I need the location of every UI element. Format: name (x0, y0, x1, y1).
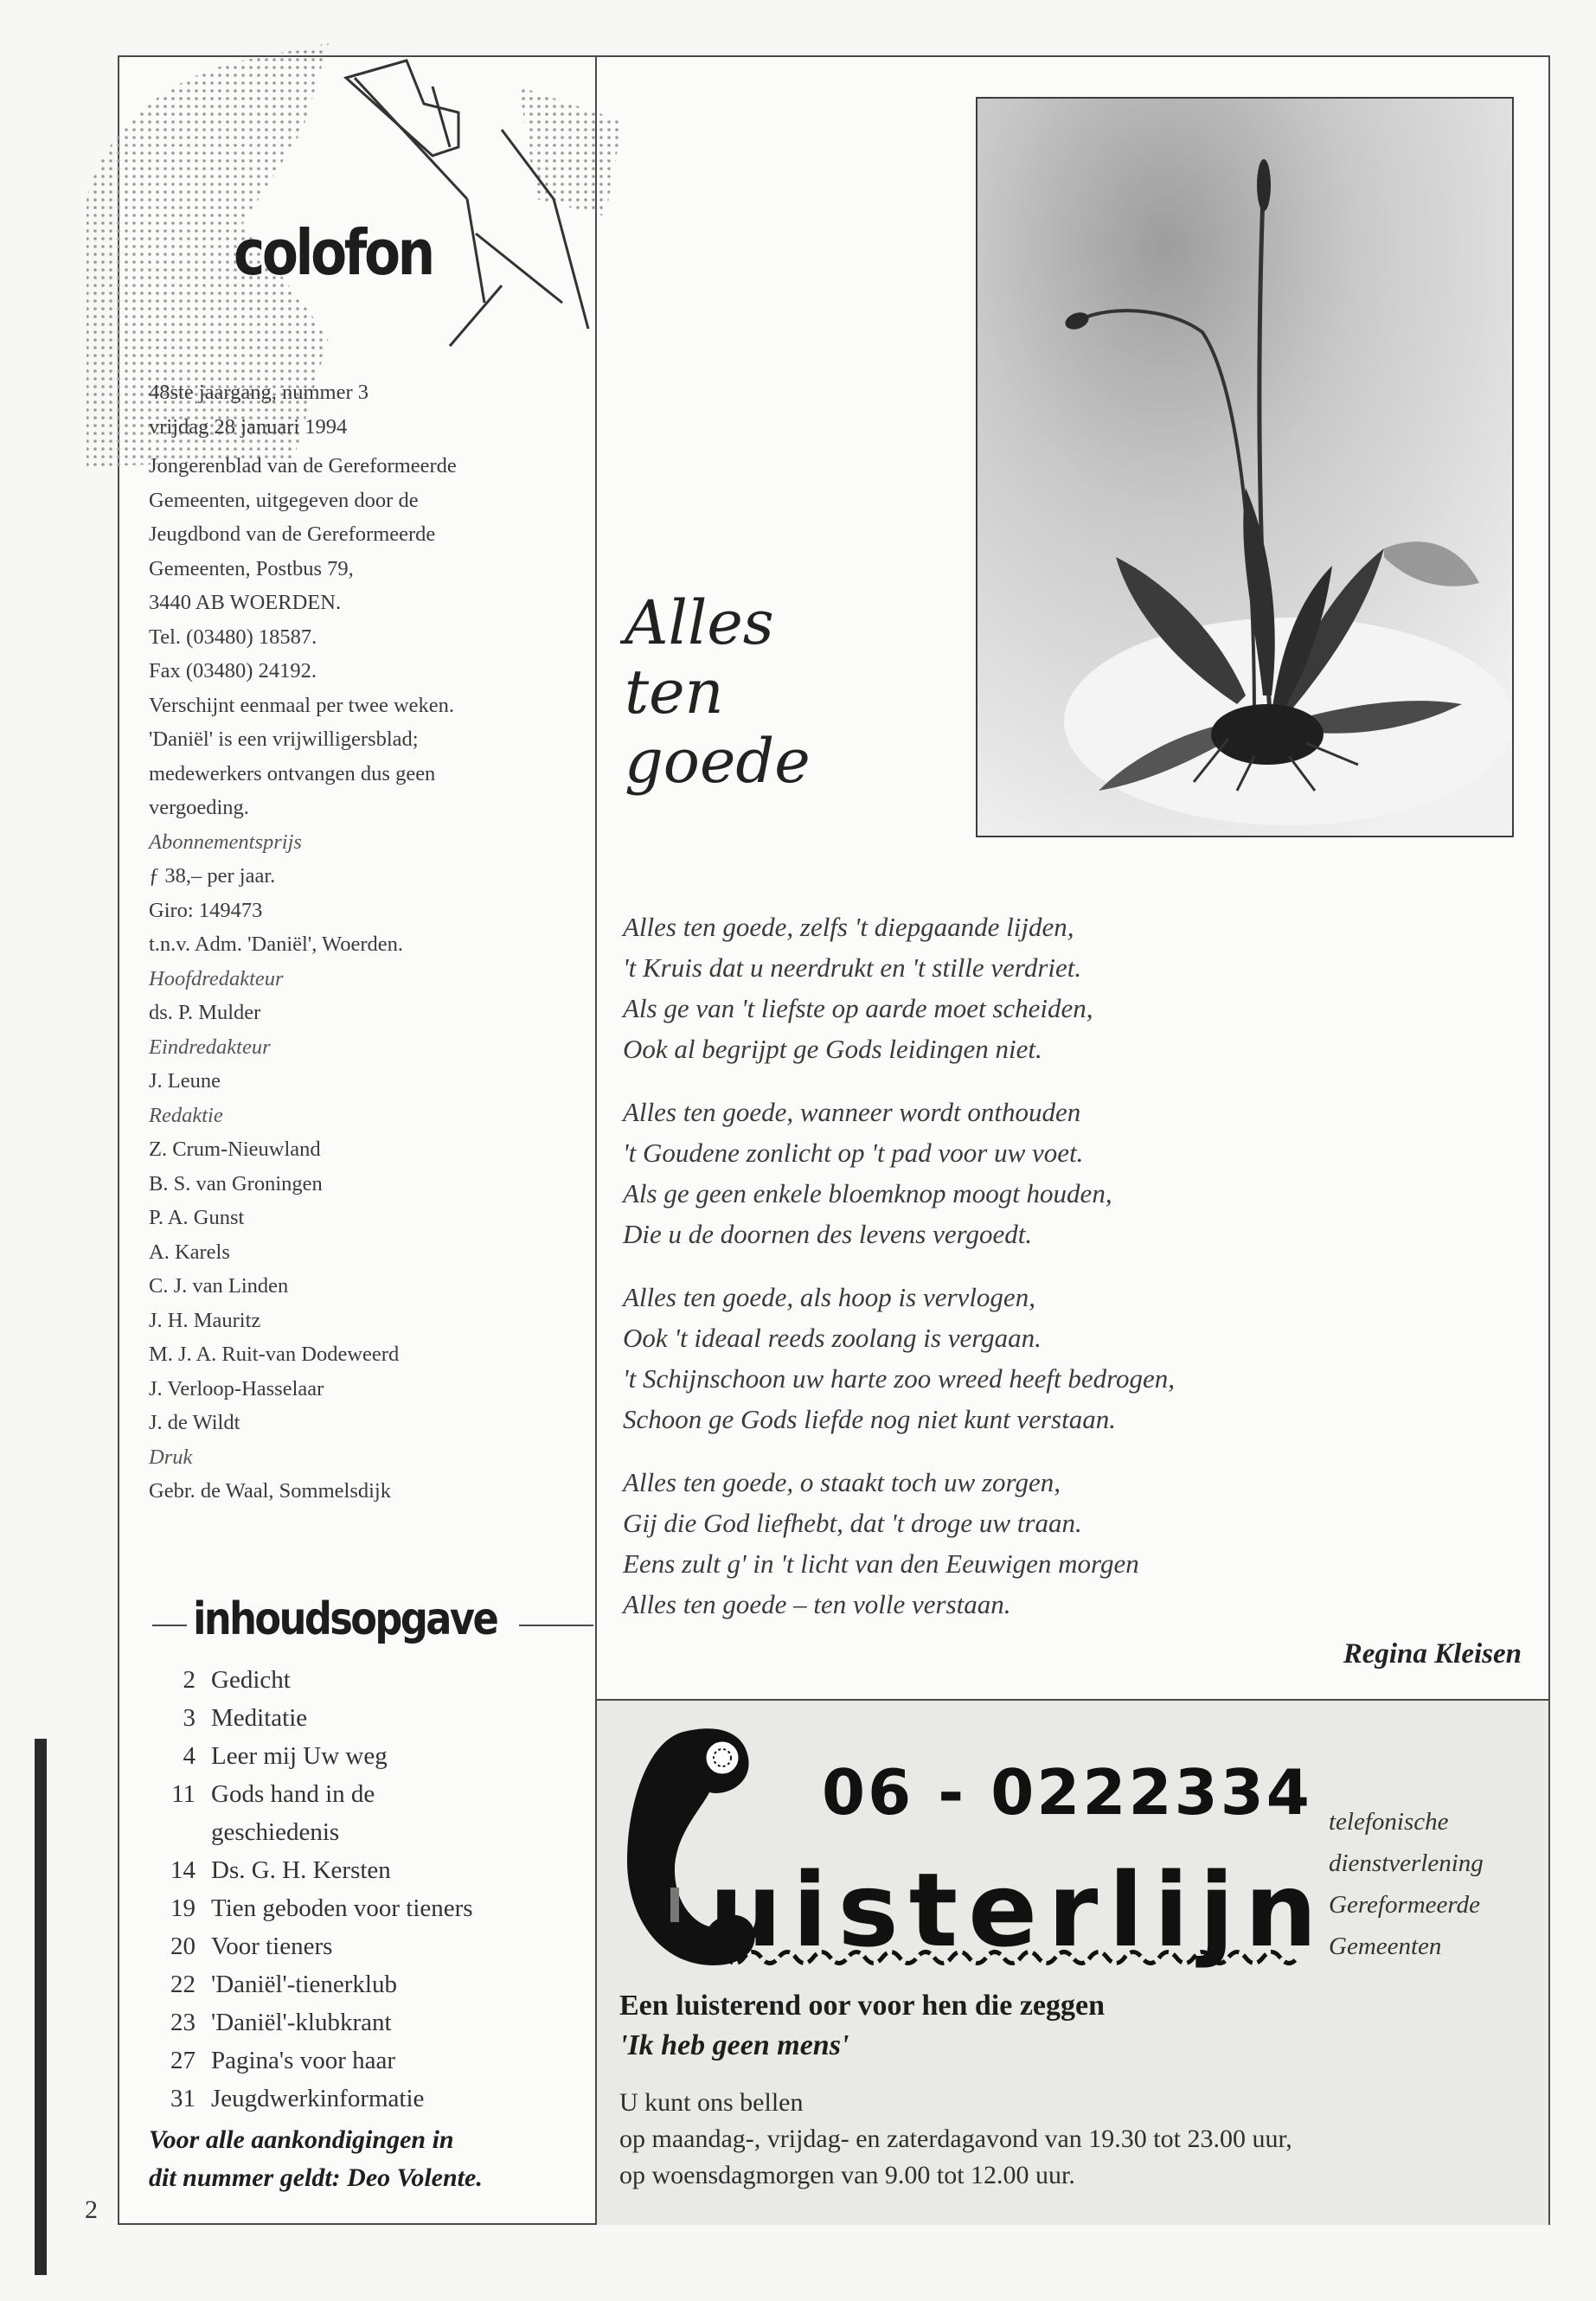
description-line: Tel. (03480) 18587. (149, 625, 317, 649)
toc-item[interactable] (156, 1851, 588, 1889)
poem-line: Alles ten goede, wanneer wordt onthouden (623, 1097, 1081, 1127)
redaktie-member: J. Verloop-Hasselaar (149, 1376, 324, 1400)
toc-heading: inhoudsopgave (189, 1593, 501, 1645)
redaktie-member: M. J. A. Ruit-van Dodeweerd (149, 1343, 400, 1366)
poem-stanza (623, 1092, 1540, 1254)
eindredakteur-label: Eindredakteur (149, 1035, 271, 1059)
poem-line: Gij die God liefhebt, dat 't droge uw traan. (623, 1508, 1082, 1538)
table-of-contents (156, 1661, 588, 2118)
service-line: telefonische (1329, 1808, 1449, 1836)
date-line: vrijdag 28 januari 1994 (149, 414, 348, 439)
abonnement-line: t.n.v. Adm. 'Daniël', Woerden. (149, 933, 403, 956)
poem-line: Alles ten goede, zelfs 't diepgaande lijden, (623, 912, 1074, 942)
redaktie-member: P. A. Gunst (149, 1206, 245, 1229)
hoofdredakteur-label: Hoofdredakteur (149, 966, 284, 990)
toc-item[interactable] (156, 1889, 588, 1927)
redaktie-member: C. J. van Linden (149, 1274, 289, 1298)
poem-line: 't Schijnschoon uw harte zoo wreed heeft bedrogen, (623, 1363, 1176, 1394)
toc-rule-left (152, 1625, 187, 1626)
toc-page: 3 (183, 1704, 195, 1732)
redaktie-member: B. S. van Groningen (149, 1171, 323, 1195)
service-line: Gemeenten (1329, 1932, 1442, 1960)
abonnement-line: ƒ 38,– per jaar. (149, 864, 276, 888)
poem-title-line: ten (625, 657, 724, 727)
deo-volente-note (149, 2121, 581, 2197)
poem-title-line: Alles (625, 587, 774, 658)
poem-line: Ook 't ideaal reeds zoolang is vergaan. (623, 1323, 1042, 1353)
poem-author: Regina Kleisen (1343, 1638, 1522, 1670)
druk-label: Druk (149, 1445, 193, 1469)
poem-line: Alles ten goede – ten volle verstaan. (623, 1589, 1011, 1619)
toc-title-text: 'Daniël'-tienerklub (211, 1971, 397, 1998)
phone-cord-decoration (709, 1946, 1298, 1969)
description-line: Gemeenten, Postbus 79, (149, 556, 354, 580)
deo-volente-line: dit nummer geldt: Deo Volente. (149, 2163, 483, 2192)
poem-line: Als ge van 't liefste op aarde moet scheiden, (623, 993, 1093, 1023)
description-line: Jongerenblad van de Gereformeerde (149, 454, 457, 478)
toc-page: 22 (170, 1971, 195, 1998)
description-line: medewerkers ontvangen dus geen (149, 761, 436, 785)
toc-page: 19 (170, 1894, 195, 1922)
plant-illustration (977, 99, 1512, 836)
luisterlijn-phone-number: 06 - 0222334 (822, 1756, 1312, 1829)
redaktie-member: J. H. Mauritz (149, 1308, 261, 1332)
poem-line: Alles ten goede, als hoop is vervlogen, (623, 1282, 1035, 1312)
toc-title-text: Pagina's voor haar (211, 2047, 395, 2074)
toc-item[interactable] (156, 2041, 588, 2080)
abonnement-line: Giro: 149473 (149, 898, 263, 922)
page-number: 2 (85, 2195, 98, 2224)
poem-line: Als ge geen enkele bloemknop moogt houden, (623, 1178, 1112, 1208)
description-line: Verschijnt eenmaal per twee weken. (149, 693, 455, 717)
poem-line: 't Kruis dat u neerdrukt en 't stille verdriet. (623, 952, 1082, 983)
toc-page: 2 (183, 1666, 195, 1694)
binding-edge (35, 1739, 47, 2275)
redaktie-member: A. Karels (149, 1240, 230, 1264)
poem-body (623, 907, 1540, 1647)
luisterlijn-hours (619, 2085, 1292, 2194)
redaktie-label: Redaktie (149, 1103, 223, 1127)
poem-stanza (623, 1462, 1540, 1625)
luisterlijn-quote: 'Ik heb geen mens' (619, 2029, 849, 2061)
poem-line: Die u de doornen des levens vergoedt. (623, 1219, 1033, 1249)
poem-stanza (623, 1277, 1540, 1439)
toc-page: 11 (171, 1780, 195, 1808)
toc-item[interactable] (156, 1661, 588, 1699)
druk-name: Gebr. de Waal, Sommelsdijk (149, 1479, 391, 1503)
toc-item[interactable] (156, 1775, 588, 1851)
poem-line: Ook al begrijpt ge Gods leidingen niet. (623, 1034, 1042, 1064)
toc-item[interactable] (156, 2003, 588, 2041)
toc-item[interactable] (156, 1927, 588, 1965)
description-line: Gemeenten, uitgegeven door de (149, 488, 419, 512)
poem-line: 't Goudene zonlicht op 't pad voor uw voet. (623, 1138, 1084, 1168)
toc-title-text: Leer mij Uw weg (211, 1742, 388, 1770)
hours-line: op maandag-, vrijdag- en zaterdagavond van 19.30 tot 23.00 uur, (619, 2125, 1292, 2153)
luisterlijn-logotype: uisterlijn (709, 1850, 1328, 1970)
toc-page: 14 (170, 1856, 195, 1884)
description-line: Fax (03480) 24192. (149, 659, 317, 683)
toc-title-text: Voor tieners (211, 1932, 333, 1960)
hours-line: op woensdagmorgen van 9.00 tot 12.00 uur. (619, 2161, 1075, 2189)
poem-line: Schoon ge Gods liefde nog niet kunt verstaan. (623, 1404, 1116, 1434)
poem-title-line: goede (625, 726, 811, 797)
hoofdredakteur-name: ds. P. Mulder (149, 1001, 261, 1024)
toc-item[interactable] (156, 1699, 588, 1737)
toc-title-text: Gedicht (211, 1666, 291, 1694)
description-line: vergoeding. (149, 796, 249, 819)
issue-line: 48ste jaargang, nummer 3 (149, 381, 369, 404)
toc-title-text: Jeugdwerkinformatie (211, 2085, 425, 2112)
toc-rule-right (519, 1625, 593, 1626)
redaktie-member: Z. Crum-Nieuwland (149, 1138, 321, 1161)
toc-title-text: Gods hand in de geschiedenis (211, 1780, 375, 1846)
luisterlijn-tagline: Een luisterend oor voor hen die zeggen (619, 1990, 1105, 2022)
luisterlijn-service (1329, 1801, 1484, 1967)
toc-title-text: 'Daniël'-klubkrant (211, 2009, 392, 2036)
poem-title (625, 588, 811, 796)
poem-line: Eens zult g' in 't licht van den Eeuwigen morgen (623, 1548, 1139, 1579)
abonnement-label: Abonnementsprijs (149, 830, 302, 854)
toc-page: 27 (170, 2047, 195, 2074)
toc-item[interactable] (156, 2080, 588, 2118)
toc-page: 23 (170, 2009, 195, 2036)
toc-title-text: Tien geboden voor tieners (211, 1894, 473, 1922)
plant-photo (976, 97, 1514, 837)
description-line: Jeugdbond van de Gereformeerde (149, 522, 436, 546)
toc-title-text: Ds. G. H. Kersten (211, 1856, 391, 1884)
hours-line: U kunt ons bellen (619, 2088, 804, 2117)
eindredakteur-name: J. Leune (149, 1069, 221, 1093)
colofon-text (149, 375, 581, 1509)
description-line: 'Daniël' is een vrijwilligersblad; (149, 727, 419, 751)
poem-stanza (623, 907, 1540, 1069)
description-line: 3440 AB WOERDEN. (149, 591, 342, 614)
service-line: Gereformeerde (1329, 1891, 1481, 1919)
toc-page: 31 (170, 2085, 195, 2112)
colofon-heading: colofon (234, 216, 433, 289)
toc-item[interactable] (156, 1965, 588, 2003)
toc-page: 20 (170, 1932, 195, 1960)
service-line: dienstverlening (1329, 1849, 1484, 1877)
poem-line: Alles ten goede, o staakt toch uw zorgen, (623, 1467, 1061, 1497)
redaktie-member: J. de Wildt (149, 1411, 240, 1434)
toc-title-text: Meditatie (211, 1704, 308, 1732)
toc-page: 4 (183, 1742, 195, 1770)
toc-item[interactable] (156, 1737, 588, 1775)
deo-volente-line: Voor alle aankondigingen in (149, 2125, 454, 2154)
